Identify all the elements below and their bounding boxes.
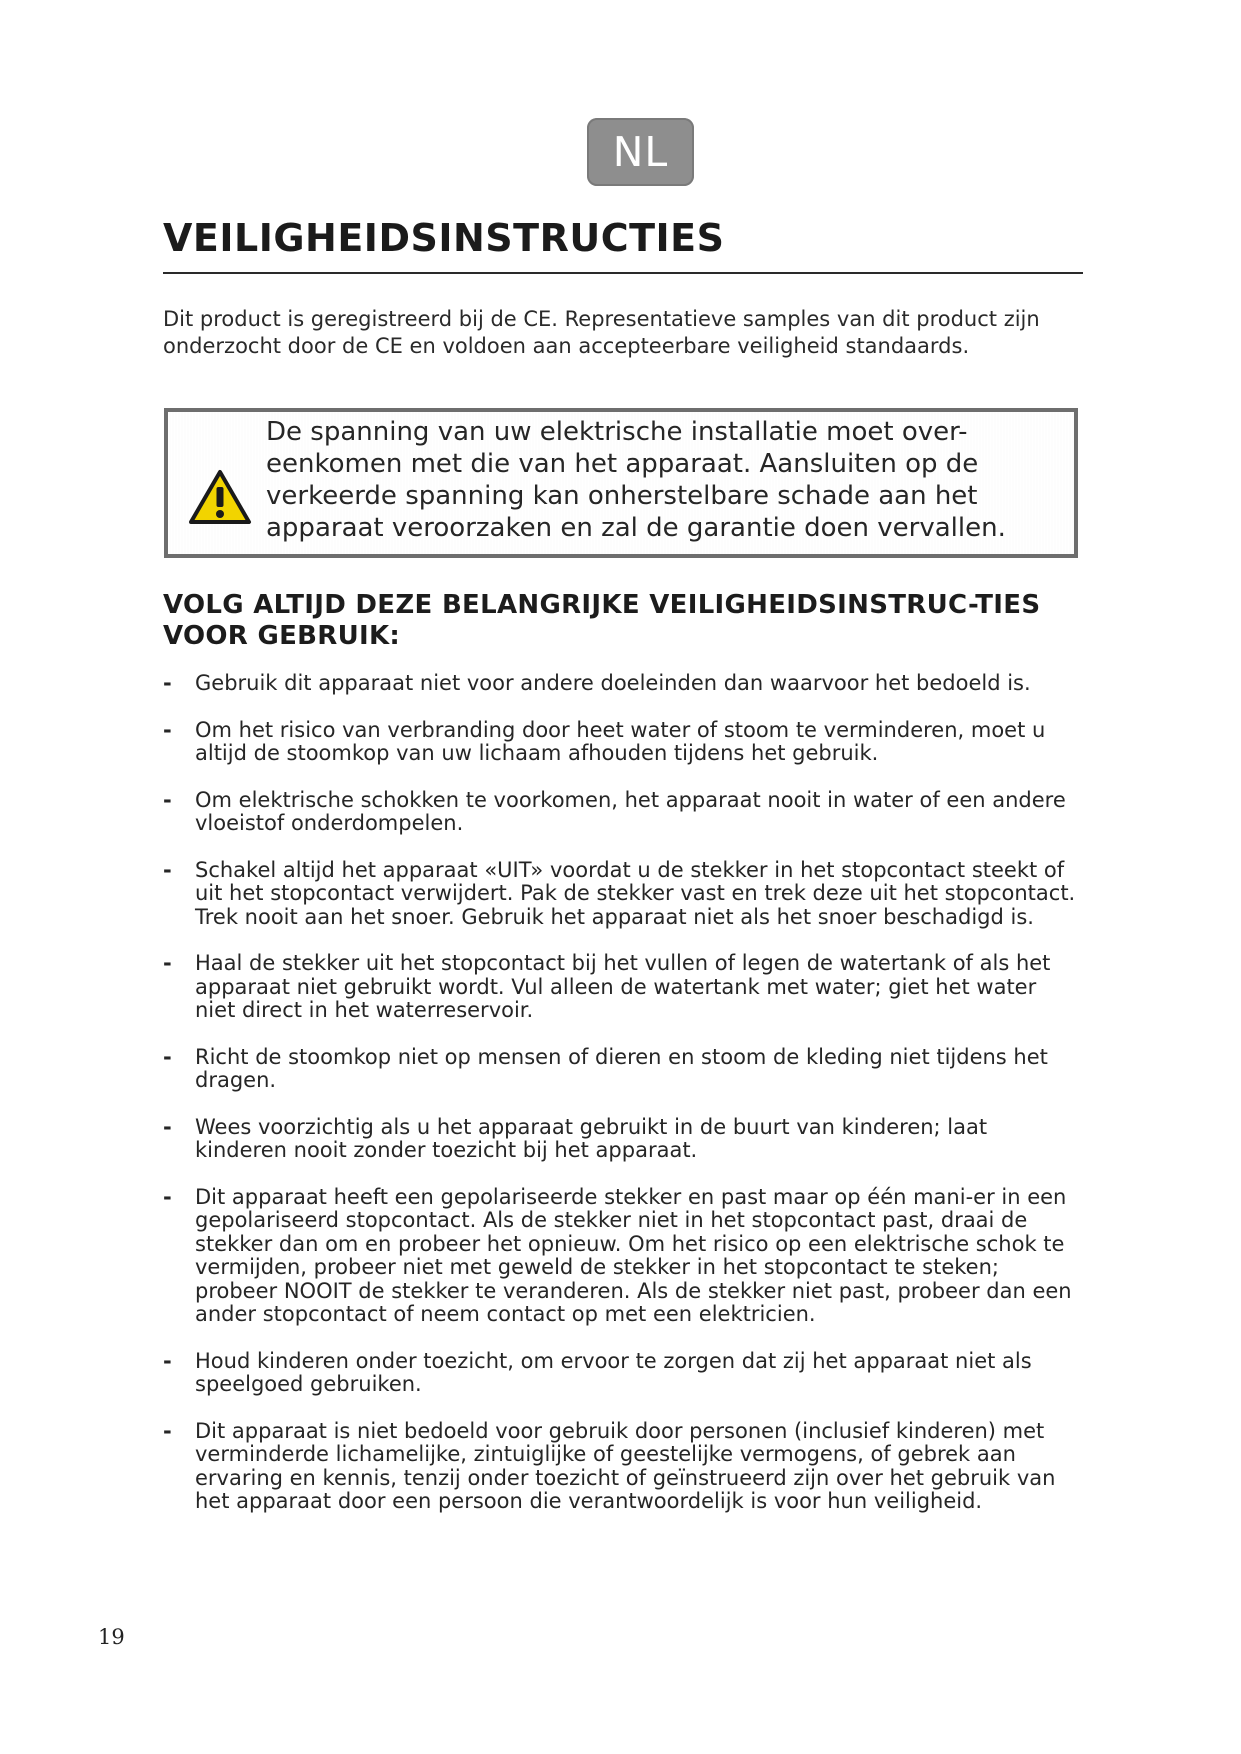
page-title: VEILIGHEIDSINSTRUCTIES [163,216,725,260]
list-item-text: Gebruik dit apparaat niet voor andere doeleinden dan waarvoor het bedoeld is. [195,671,1031,695]
list-item [163,1420,1083,1514]
list-item [163,859,1083,930]
bullet-dash: - [163,1114,172,1139]
list-item [163,719,1083,766]
list-item-text: Richt de stoomkop niet op mensen of dieren en stoom de kleding niet tijdens het dragen. [195,1044,1048,1092]
bullet-dash: - [163,1418,172,1443]
section-subtitle: VOLG ALTIJD DEZE BELANGRIJKE VEILIGHEIDSINSTRUC-TIES VOOR GEBRUIK: [163,590,1041,651]
list-item-text: Houd kinderen onder toezicht, om ervoor te zorgen dat zij het apparaat niet als speelgoed gebruiken. [195,1348,1032,1396]
list-item-text: Dit apparaat is niet bedoeld voor gebruik door personen (inclusief kinderen) met verminderde lichamelijke, zintuiglijke of geestelijke vermogens, of gebrek aan ervaring en kennis, tenzij onder toezicht of geïnstrueerd zijn over het gebruik van het apparaat door een persoon die verantwoordelijk is voor hun veiligheid. [195,1418,1056,1513]
bullet-dash: - [163,787,172,812]
bullet-dash: - [163,951,172,975]
list-item [163,672,1083,696]
bullet-dash: - [163,717,172,742]
list-item-text: Om het risico van verbranding door heet water of stoom te verminderen, moet u altijd de stoomkop van uw lichaam afhouden tijdens het gebruik. [195,717,1046,765]
warning-box [164,408,1078,558]
warning-triangle-icon [188,469,252,525]
list-item [163,1350,1083,1397]
title-divider [163,272,1083,274]
list-item [163,789,1083,836]
bullet-dash: - [163,857,172,882]
list-item-text: Dit apparaat heeft een gepolariseerde stekker en past maar op één mani-er in een gepolariseerd stopcontact. Als de stekker niet in het stopcontact past, draai de stekker dan om en probeer het opnieuw. Om het risico op een elektrische schok te vermijden, probeer niet met geweld de stekker in het stopcontact te steken; probeer NOOIT de stekker te veranderen. Als de stekker niet past, probeer dan een ander stopcontact of neem contact op met een elektricien. [195,1184,1072,1326]
bullet-dash: - [163,1184,172,1209]
safety-rules-list [163,672,1083,1537]
list-item-text: Haal de stekker uit het stopcontact bij het vullen of legen de watertank of als het apparaat niet gebruikt wordt. Vul alleen de watertank met water; giet het water niet direct in het waterreservoir. [195,951,1051,1022]
bullet-dash: - [163,671,172,695]
intro-paragraph: Dit product is geregistreerd bij de CE. Representatieve samples van dit product zijn onderzocht door de CE en voldoen aan accepteerbare veiligheid standaards. [163,307,1040,358]
list-item [163,952,1083,1023]
list-item-text: Om elektrische schokken te voorkomen, het apparaat nooit in water of een andere vloeistof onderdompelen. [195,787,1066,835]
warning-text: De spanning van uw elektrische installatie moet over-eenkomen met die van het apparaat. Aansluiten op de verkeerde spanning kan onherstelbare schade aan het apparaat veroorzaken en zal de garantie doen vervallen. [266,417,1006,543]
bullet-dash: - [163,1348,172,1373]
list-item-text: Wees voorzichtig als u het apparaat gebruikt in de buurt van kinderen; laat kinderen nooit zonder toezicht bij het apparaat. [195,1114,988,1162]
list-item-text: Schakel altijd het apparaat «UIT» voordat u de stekker in het stopcontact steekt of uit het stopcontact verwijdert. Pak de stekker vast en trek deze uit het stopcontact. Trek nooit aan het snoer. Gebruik het apparaat niet als het snoer beschadigd is. [195,857,1076,929]
page-number: 19 [98,1625,125,1649]
list-item [163,1046,1083,1093]
list-item [163,1116,1083,1163]
list-item [163,1186,1083,1327]
language-badge: NL [587,118,694,186]
bullet-dash: - [163,1044,172,1069]
